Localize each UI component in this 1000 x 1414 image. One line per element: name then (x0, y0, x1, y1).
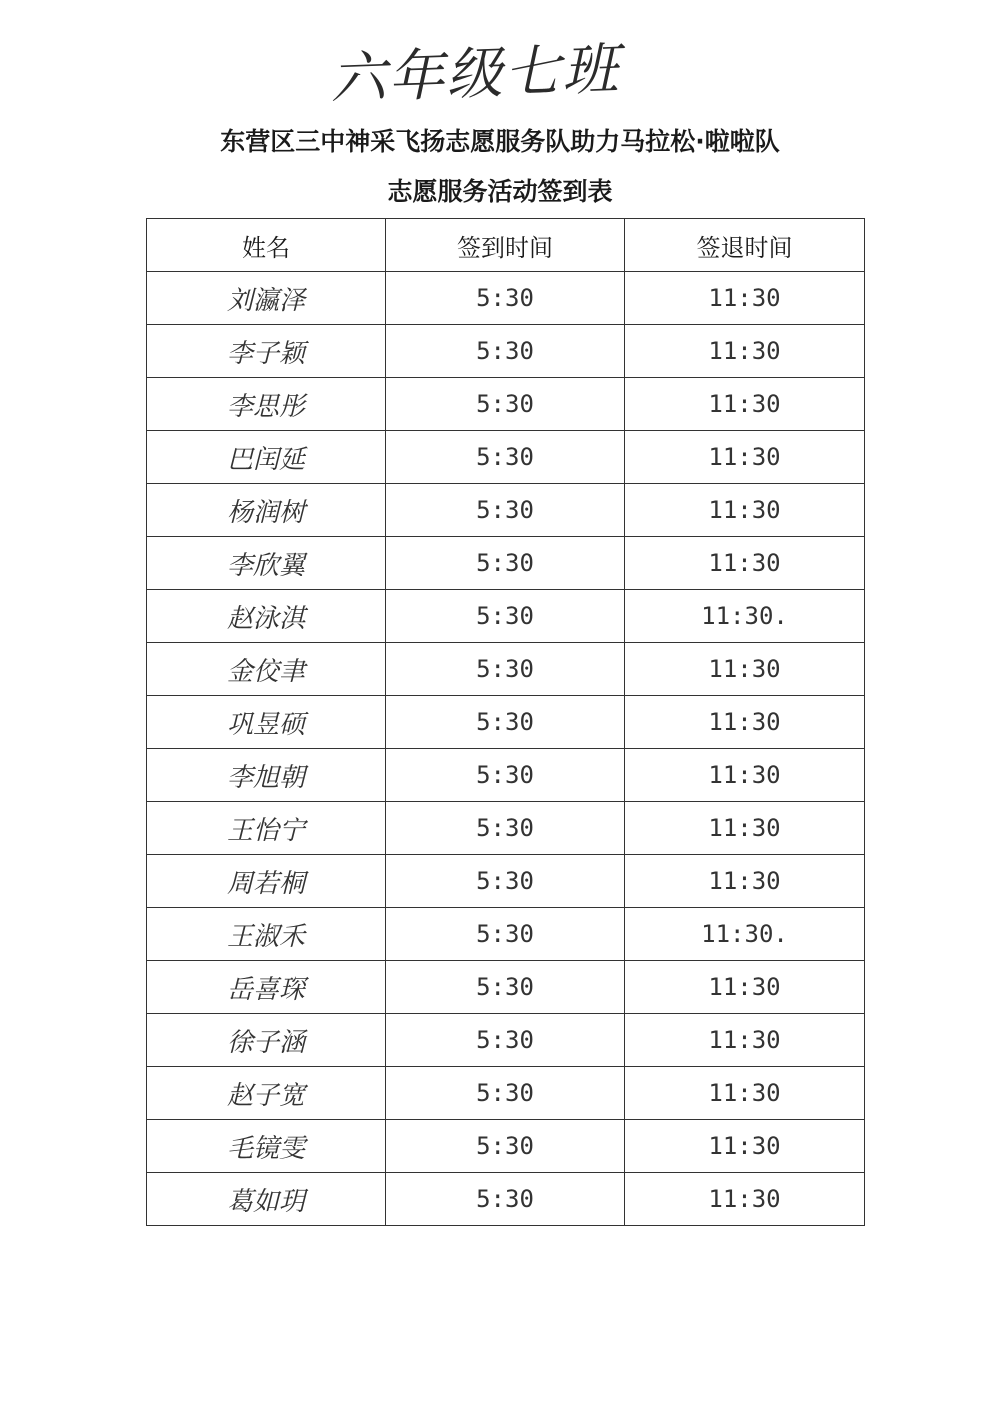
cell-name: 王怡宁 (147, 802, 386, 855)
cell-sign-out: 11:30 (625, 537, 865, 590)
column-header-sign-in: 签到时间 (386, 219, 625, 272)
table-row (147, 537, 865, 590)
cell-sign-in: 5:30 (386, 855, 625, 908)
column-header-name: 姓名 (147, 219, 386, 272)
cell-sign-out: 11:30 (625, 855, 865, 908)
cell-sign-out: 11:30 (625, 961, 865, 1014)
cell-name: 毛镜雯 (147, 1120, 386, 1173)
cell-name: 李欣翼 (147, 537, 386, 590)
cell-name: 王淑禾 (147, 908, 386, 961)
table-row (147, 484, 865, 537)
cell-sign-out: 11:30 (625, 1014, 865, 1067)
cell-sign-in: 5:30 (386, 802, 625, 855)
cell-sign-in: 5:30 (386, 1014, 625, 1067)
cell-sign-in: 5:30 (386, 325, 625, 378)
cell-sign-in: 5:30 (386, 378, 625, 431)
table-row (147, 1120, 865, 1173)
document-subtitle: 志愿服务活动签到表 (387, 177, 613, 206)
table-row (147, 1173, 865, 1226)
class-name-handwritten: 六年级七班 (329, 36, 622, 113)
cell-name: 赵泳淇 (147, 590, 386, 643)
cell-sign-out: 11:30 (625, 1173, 865, 1226)
cell-sign-out: 11:30 (625, 272, 865, 325)
cell-name: 岳喜琛 (147, 961, 386, 1014)
table-row (147, 749, 865, 802)
cell-sign-out: 11:30 (625, 484, 865, 537)
cell-sign-out: 11:30 (625, 431, 865, 484)
cell-sign-in: 5:30 (386, 1067, 625, 1120)
cell-sign-out: 11:30 (625, 325, 865, 378)
signin-table (146, 218, 865, 1226)
cell-sign-in: 5:30 (386, 1173, 625, 1226)
table-row (147, 272, 865, 325)
table-row (147, 378, 865, 431)
cell-sign-in: 5:30 (386, 749, 625, 802)
cell-name: 周若桐 (147, 855, 386, 908)
cell-name: 巴闰延 (147, 431, 386, 484)
cell-sign-in: 5:30 (386, 643, 625, 696)
document-title: 东营区三中神采飞扬志愿服务队助力马拉松·啦啦队 (220, 127, 780, 156)
cell-sign-out: 11:30 (625, 378, 865, 431)
cell-sign-out: 11:30 (625, 802, 865, 855)
cell-name: 刘瀛泽 (147, 272, 386, 325)
cell-sign-out: 11:30 (625, 1067, 865, 1120)
cell-sign-out: 11:30 (625, 1120, 865, 1173)
table-row (147, 1067, 865, 1120)
table-row (147, 908, 865, 961)
table-row (147, 590, 865, 643)
cell-name: 巩昱硕 (147, 696, 386, 749)
table-row (147, 855, 865, 908)
cell-sign-in: 5:30 (386, 1120, 625, 1173)
cell-sign-in: 5:30 (386, 484, 625, 537)
cell-sign-in: 5:30 (386, 537, 625, 590)
cell-name: 徐子涵 (147, 1014, 386, 1067)
cell-sign-in: 5:30 (386, 590, 625, 643)
cell-sign-out: 11:30. (625, 590, 865, 643)
cell-name: 金佼聿 (147, 643, 386, 696)
cell-name: 李子颖 (147, 325, 386, 378)
cell-sign-out: 11:30 (625, 749, 865, 802)
cell-name: 李旭朝 (147, 749, 386, 802)
cell-name: 赵子宽 (147, 1067, 386, 1120)
cell-sign-out: 11:30 (625, 643, 865, 696)
table-row (147, 325, 865, 378)
cell-sign-in: 5:30 (386, 431, 625, 484)
table-header-row (147, 219, 865, 272)
cell-name: 杨润树 (147, 484, 386, 537)
cell-name: 李思彤 (147, 378, 386, 431)
cell-sign-out: 11:30 (625, 696, 865, 749)
table-row (147, 643, 865, 696)
cell-name: 葛如玥 (147, 1173, 386, 1226)
table-row (147, 431, 865, 484)
cell-sign-out: 11:30. (625, 908, 865, 961)
cell-sign-in: 5:30 (386, 908, 625, 961)
table-row (147, 696, 865, 749)
table-row (147, 1014, 865, 1067)
cell-sign-in: 5:30 (386, 272, 625, 325)
table-row (147, 802, 865, 855)
cell-sign-in: 5:30 (386, 696, 625, 749)
table-row (147, 961, 865, 1014)
column-header-sign-out: 签退时间 (625, 219, 865, 272)
cell-sign-in: 5:30 (386, 961, 625, 1014)
